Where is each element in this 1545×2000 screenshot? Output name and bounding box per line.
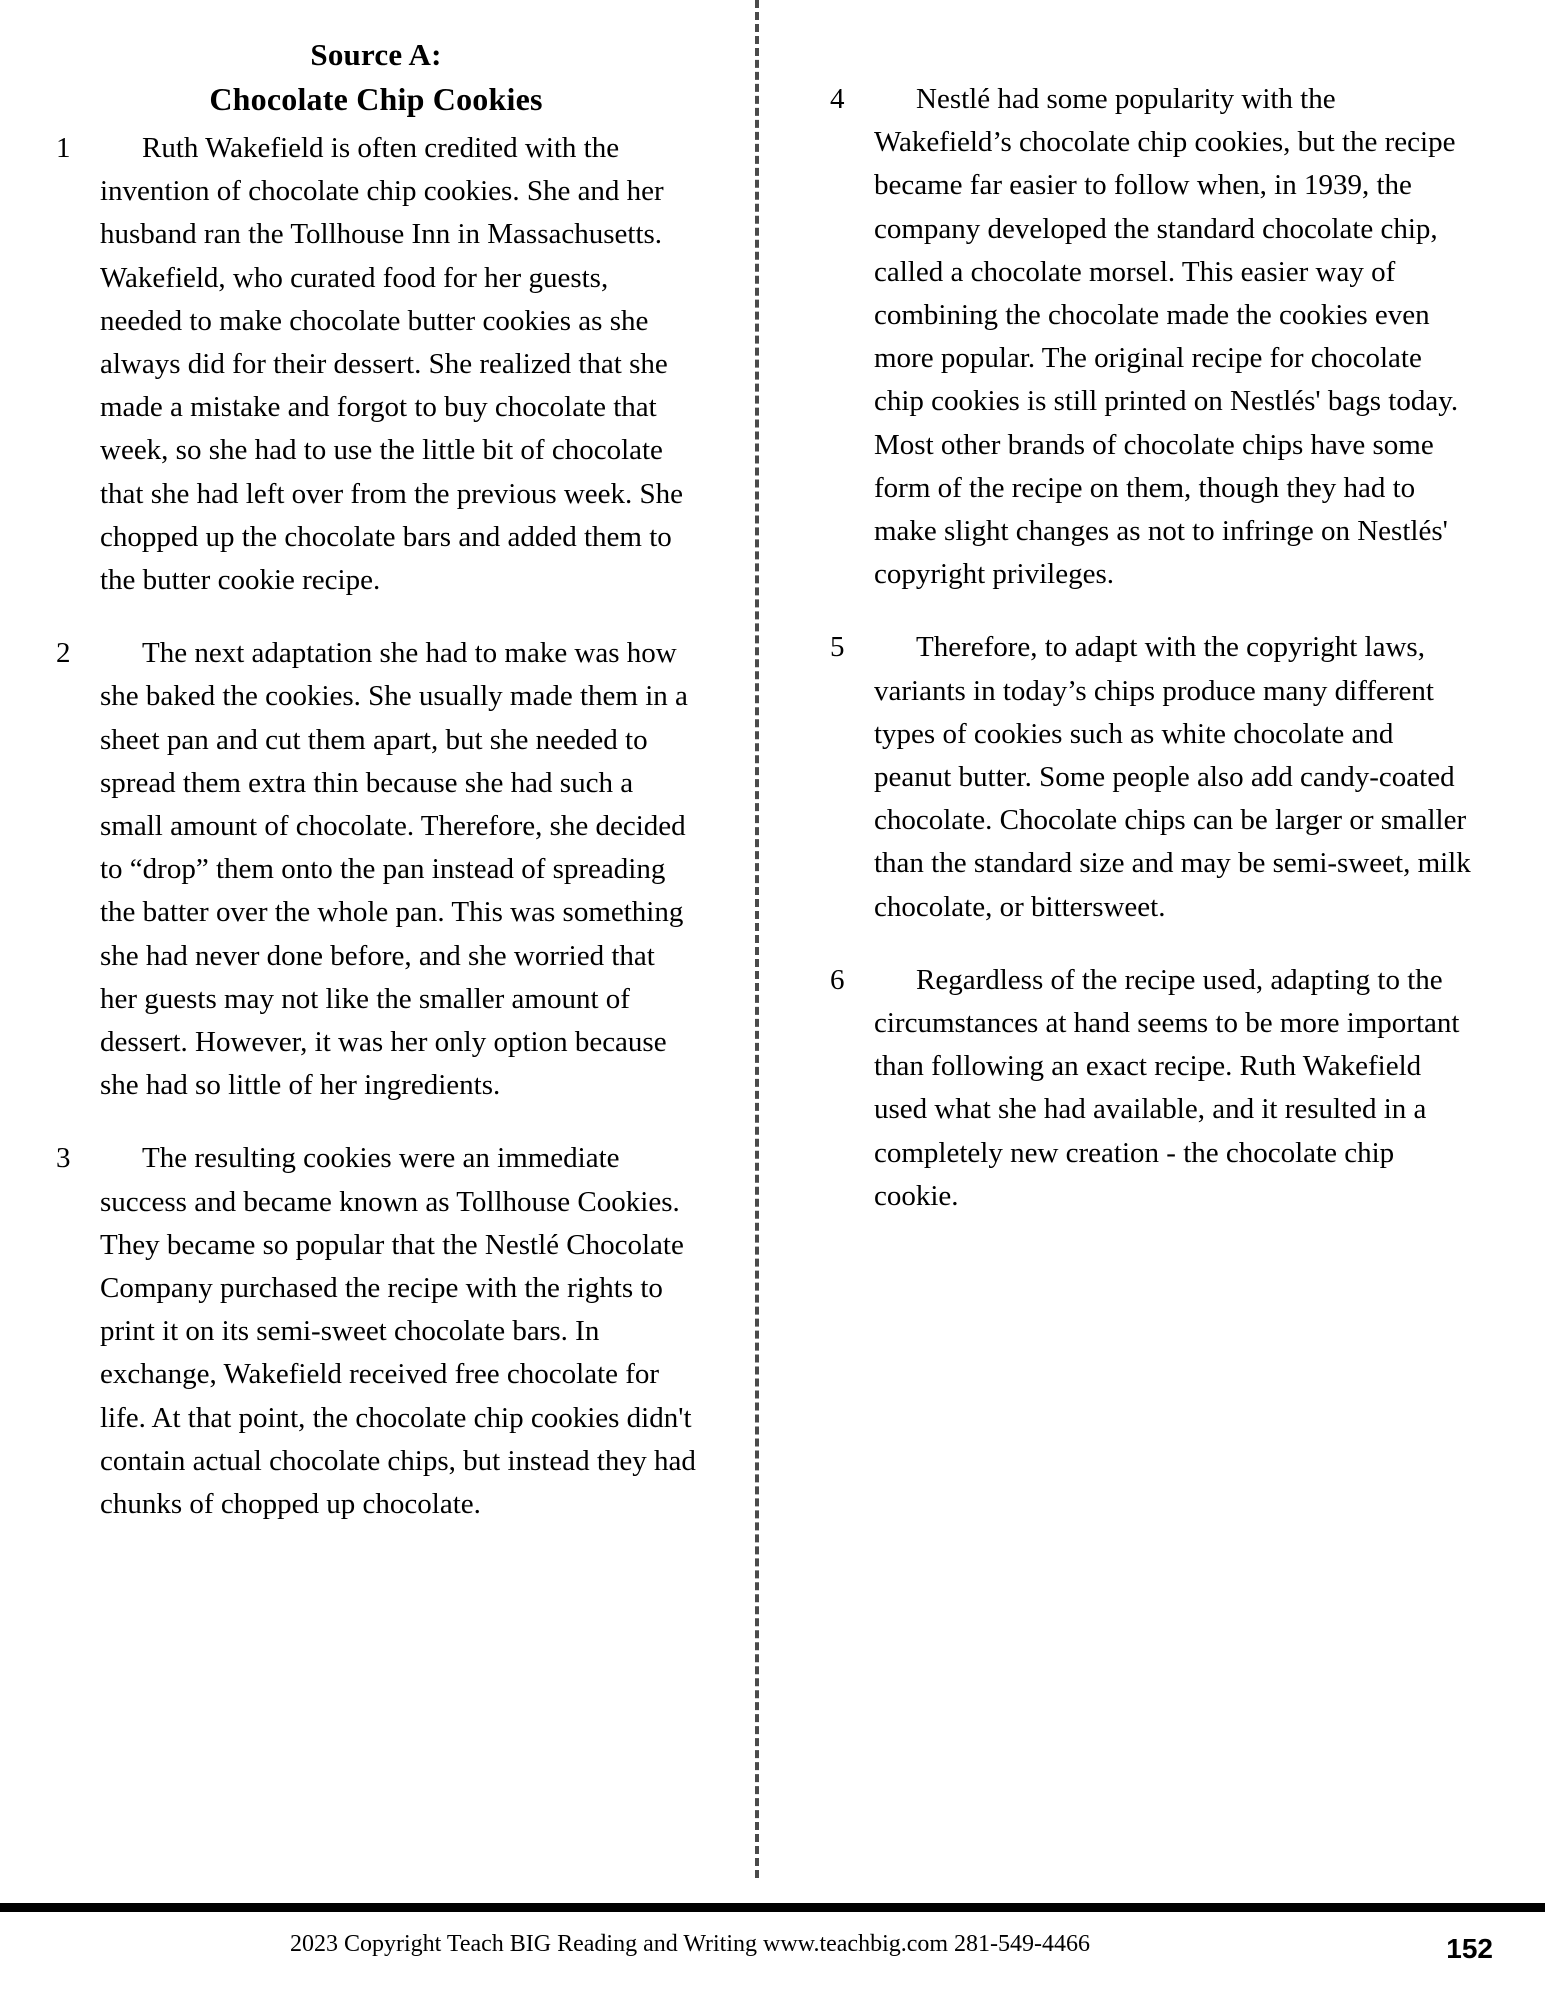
title-line-1: Source A:: [310, 37, 442, 72]
footer-page-number: 152: [1446, 1933, 1493, 1964]
footer-divider-rule: [0, 1903, 1545, 1912]
paragraph-text: Ruth Wakefield is often credited with the invention of chocolate chip cookies. She and her husband ran the Tollhouse Inn in Massachusetts. Wakefield, who curated food for her guests, needed to make chocolate butter cookies as she always did for their dessert. She realized that she made a mistake and forgot to buy chocolate that week, so she had to use the little bit of chocolate that she had left over from the previous week. She chopped up the chocolate bars and added them to the butter cookie recipe.: [100, 131, 684, 596]
title-line-2: Chocolate Chip Cookies: [209, 80, 543, 117]
paragraph-text: Regardless of the recipe used, adapting to the circumstances at hand seems to be more important than following an exact recipe. Ruth Wakefield used what she had available, and it resulted in a completely new creation - the chocolate chip cookie.: [874, 963, 1460, 1212]
paragraph-number: 1: [56, 131, 71, 164]
paragraph-number: 3: [56, 1142, 71, 1175]
paragraph-number: 4: [830, 83, 845, 115]
paragraph-2: [56, 632, 696, 1107]
paragraph-3: [56, 1137, 696, 1526]
paragraph-text: The resulting cookies were an immediate success and became known as Tollhouse Cookies. They became so popular that the Nestlé Chocolate Company purchased the recipe with the rights to print it on its semi-sweet chocolate bars. In exchange, Wakefield received free chocolate for life. At that point, the chocolate chip cookies didn't contain actual chocolate chips, but instead they had chunks of chopped up chocolate.: [100, 1142, 696, 1521]
paragraph-4: [830, 78, 1475, 596]
paragraph-5: [830, 626, 1475, 928]
page-footer: [0, 1925, 1545, 1985]
paragraph-number: 5: [830, 631, 845, 664]
left-column: [0, 0, 752, 1880]
paragraph-text: The next adaptation she had to make was how she baked the cookies. She usually made them in a sheet pan and cut them apart, but she needed to spread them extra thin because she had such a small amount of chocolate. Therefore, she decided to “drop” them onto the pan instead of spreading the batter over the whole pan. This was something she had never done before, and she worried that her guests may not like the smaller amount of dessert. However, it was her only option because she had so little of her ingredients.: [100, 637, 688, 1102]
paragraph-number: 6: [830, 963, 845, 996]
footer-copyright: 2023 Copyright Teach BIG Reading and Writing www.teachbig.com 281-549-4466: [289, 1931, 1091, 1957]
paragraph-6: [830, 959, 1475, 1218]
paragraph-1: [56, 127, 696, 602]
paragraph-number: 2: [56, 637, 71, 670]
page-title: [56, 34, 696, 121]
right-column: [752, 0, 1545, 1880]
paragraph-text: Therefore, to adapt with the copyright laws, variants in today’s chips produce many different types of cookies such as white chocolate and peanut butter. Some people also add candy-coated chocolate. Chocolate chips can be larger or smaller than the standard size and may be semi-sweet, milk chocolate, or bittersweet.: [874, 631, 1471, 923]
paragraph-text: Nestlé had some popularity with the Wakefield’s chocolate chip cookies, but the recipe became far easier to follow when, in 1939, the company developed the standard chocolate chip, called a chocolate morsel. This easier way of combining the chocolate made the cookies even more popular. The original recipe for chocolate chip cookies is still printed on Nestlés' bags today. Most other brands of chocolate chips have some form of the recipe on them, though they had to make slight changes as not to infringe on Nestlés' copyright privileges.: [874, 83, 1459, 591]
dashed-divider: [755, 0, 759, 1878]
